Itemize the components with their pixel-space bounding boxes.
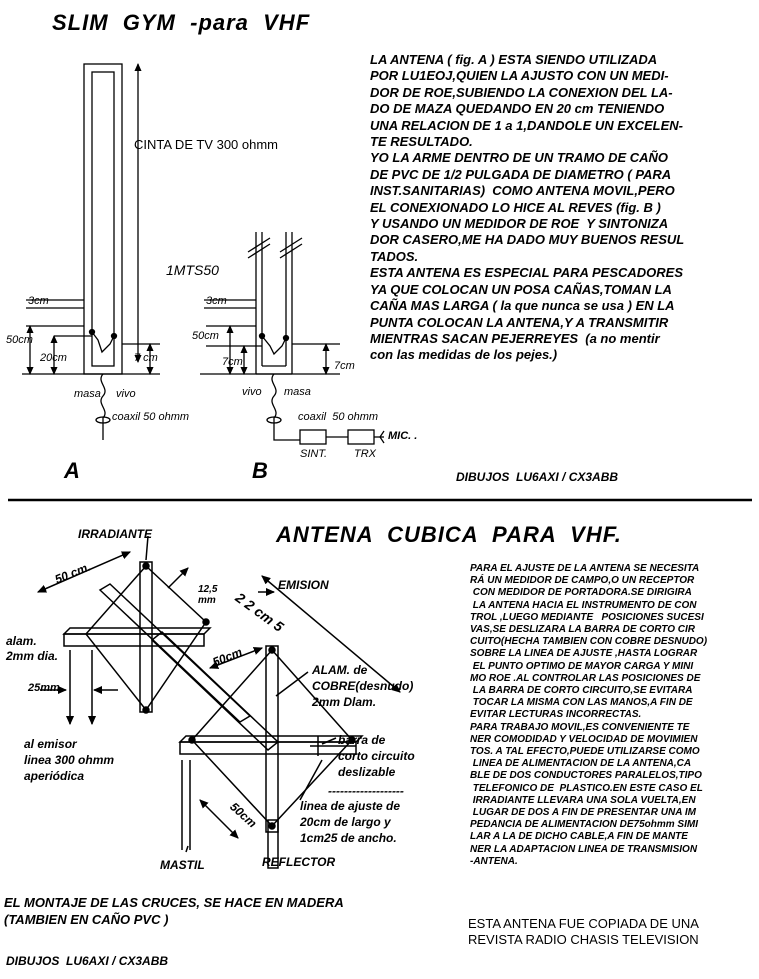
label-b-coaxil: coaxil 50 ohmm	[298, 411, 379, 423]
figure-a-label: A	[64, 458, 80, 483]
label-mastil: MASTIL	[160, 858, 205, 872]
label-al-emisor: al emisor linea 300 ohmm aperiódica	[24, 737, 115, 783]
label-a-3cm: 3cm	[28, 295, 49, 307]
label-50cm-mid: 50cm	[210, 644, 245, 670]
cubica-description: PARA EL AJUSTE DE LA ANTENA SE NECESITA RÁ UN MEDIDOR DE CAMPO,O UN RECEPTOR CON MEDIDOR DE PORTADORA.SE DIRIGIRA LA ANTENA HACIA EL INSTRUMENTO DE CON TROL ,LUEGO MEDIANTE POSICIONES SUCESI VAS,SE DESLIZARA LA BARRA DE CORTO CIR CUITO(HECHA TAMBIEN CON COBRE DESNUDO) SOBRE LA LINEA DE AJUSTE ,HASTA LOGRAR EL PUNTO OPTIMO DE MAYOR CARGA Y MINI MO ROE .AL CONTROLAR LAS POSICIONES DE LA BARRA DE CORTO CIRCUITO,SE EVITARA TOCAR LA MISMA CON LAS MANOS,A FIN DE EVITAR LECTURAS INCORRECTAS. PARA TRABAJO MOVIL,ES CONVENIENTE TE NER COMODIDAD Y VELOCIDAD DE MOVIMIEN TOS. A TAL EFECTO,PUEDE UTILIZARSE COMO LINEA DE ALIMENTACION DE LA ANTENA,CA BLE DE DOS CONDUCTORES PARALELOS,TIPO TELEFONICO DE PLASTICO.EN ESTE CASO EL IRRADIANTE LLEVARA UNA SOLA VUELTA,EN LUGAR DE DOS A FIN DE PRESENTAR UNA IM PEDANCIA DE ALIMENTACION DE75ohmm SIMI LAR A LA DE DICHO CABLE,A FIN DE MANTE NER LA ADAPTACION LINEA DE TRANSMISION -ANTENA.	[470, 563, 708, 867]
label-mic: MIC. .	[388, 430, 418, 442]
copied-note: ESTA ANTENA FUE COPIADA DE UNA REVISTA RADIO CHASIS TELEVISION	[468, 916, 699, 947]
label-alam-cobre: ALAM. de COBRE(desnudo) 2mm Dlam.	[312, 663, 414, 709]
label-sint: SINT.	[300, 448, 328, 460]
label-trx: TRX	[354, 448, 376, 460]
label-a-coaxil: coaxil 50 ohmm	[112, 411, 190, 423]
figure-b-label: B	[252, 458, 268, 483]
label-barra: barra de corto circuito deslizable	[338, 733, 415, 779]
label-b-vivo: vivo	[242, 386, 262, 398]
label-50cm-bottom: 50cm	[227, 799, 260, 831]
label-50cm-top: 50 cm.	[52, 559, 93, 587]
figure-a-antenna	[22, 64, 160, 440]
label-a-vivo: vivo	[116, 388, 136, 400]
label-alambre: alam. 2mm dia.	[6, 634, 59, 663]
label-b-7cm-right: 7cm	[334, 360, 355, 372]
label-a-masa: masa	[74, 388, 101, 400]
label-cinta-tv: CINTA DE TV 300 ohmm	[134, 137, 279, 152]
cubica-title: ANTENA CUBICA PARA VHF.	[276, 522, 622, 547]
top-credit: DIBUJOS LU6AXI / CX3ABB	[456, 470, 619, 484]
montaje-note: EL MONTAJE DE LAS CRUCES, SE HACE EN MADERA (TAMBIEN EN CAÑO PVC )	[4, 895, 344, 927]
label-emision: EMISION	[278, 578, 329, 592]
label-reflector: REFLECTOR	[262, 855, 336, 869]
bottom-credit: DIBUJOS LU6AXI / CX3ABB	[6, 954, 169, 968]
label-25mm: 25mm	[28, 682, 60, 694]
label-b-7cm-left: 7cm	[222, 356, 243, 368]
label-a-7cm: 7 cm	[134, 352, 158, 364]
label-linea-ajuste: linea de ajuste de 20cm de largo y 1cm25 de ancho.	[300, 799, 401, 845]
label-b-50cm: 50cm	[192, 330, 219, 342]
label-dashes: -------------------	[328, 784, 404, 798]
label-irradiante: IRRADIANTE	[78, 527, 152, 541]
label-a-50cm: 50cm	[6, 334, 33, 346]
label-b-3cm: 3cm	[206, 295, 227, 307]
label-22cm5: 2 2 cm 5	[232, 589, 287, 635]
label-length: 1MTS50	[166, 262, 219, 278]
slim-gym-description: LA ANTENA ( fig. A ) ESTA SIENDO UTILIZADA POR LU1EOJ,QUIEN LA AJUSTO CON UN MEDI- DOR DE ROE,SUBIENDO LA CONEXION DEL LA- DO DE MAZA QUEDANDO EN 20 cm TENIENDO UNA RELACION DE 1 a 1,DANDOLE UN EXCELEN- TE RESULTADO. YO LA ARME DENTRO DE UN TRAMO DE CAÑO DE PVC DE 1/2 PULGADA DE DIAMETRO ( PARA INST.SANITARIAS) COMO ANTENA MOVIL,PERO EL CONEXIONADO LO HICE AL REVES (fig. B ) Y USANDO UN MEDIDOR DE ROE Y SINTONIZA DOR CASERO,ME HA DADO MUY BUENOS RESUL TADOS. ESTA ANTENA ES ESPECIAL PARA PESCADORES YA QUE COLOCAN UN POSA CAÑAS,TOMAN LA CAÑA MAS LARGA ( la que nunca se usa ) EN LA PUNTA COLOCAN LA ANTENA,Y A TRANSMITIR MIENTRAS SACAN PEJERREYES (a no mentir con las medidas de los pejes.)	[370, 52, 685, 363]
label-a-20cm: 20cm	[40, 352, 67, 364]
slim-gym-title: SLIM GYM -para VHF	[52, 10, 311, 35]
label-12-5mm: 12,5 mm	[198, 584, 218, 606]
label-b-masa: masa	[284, 386, 311, 398]
